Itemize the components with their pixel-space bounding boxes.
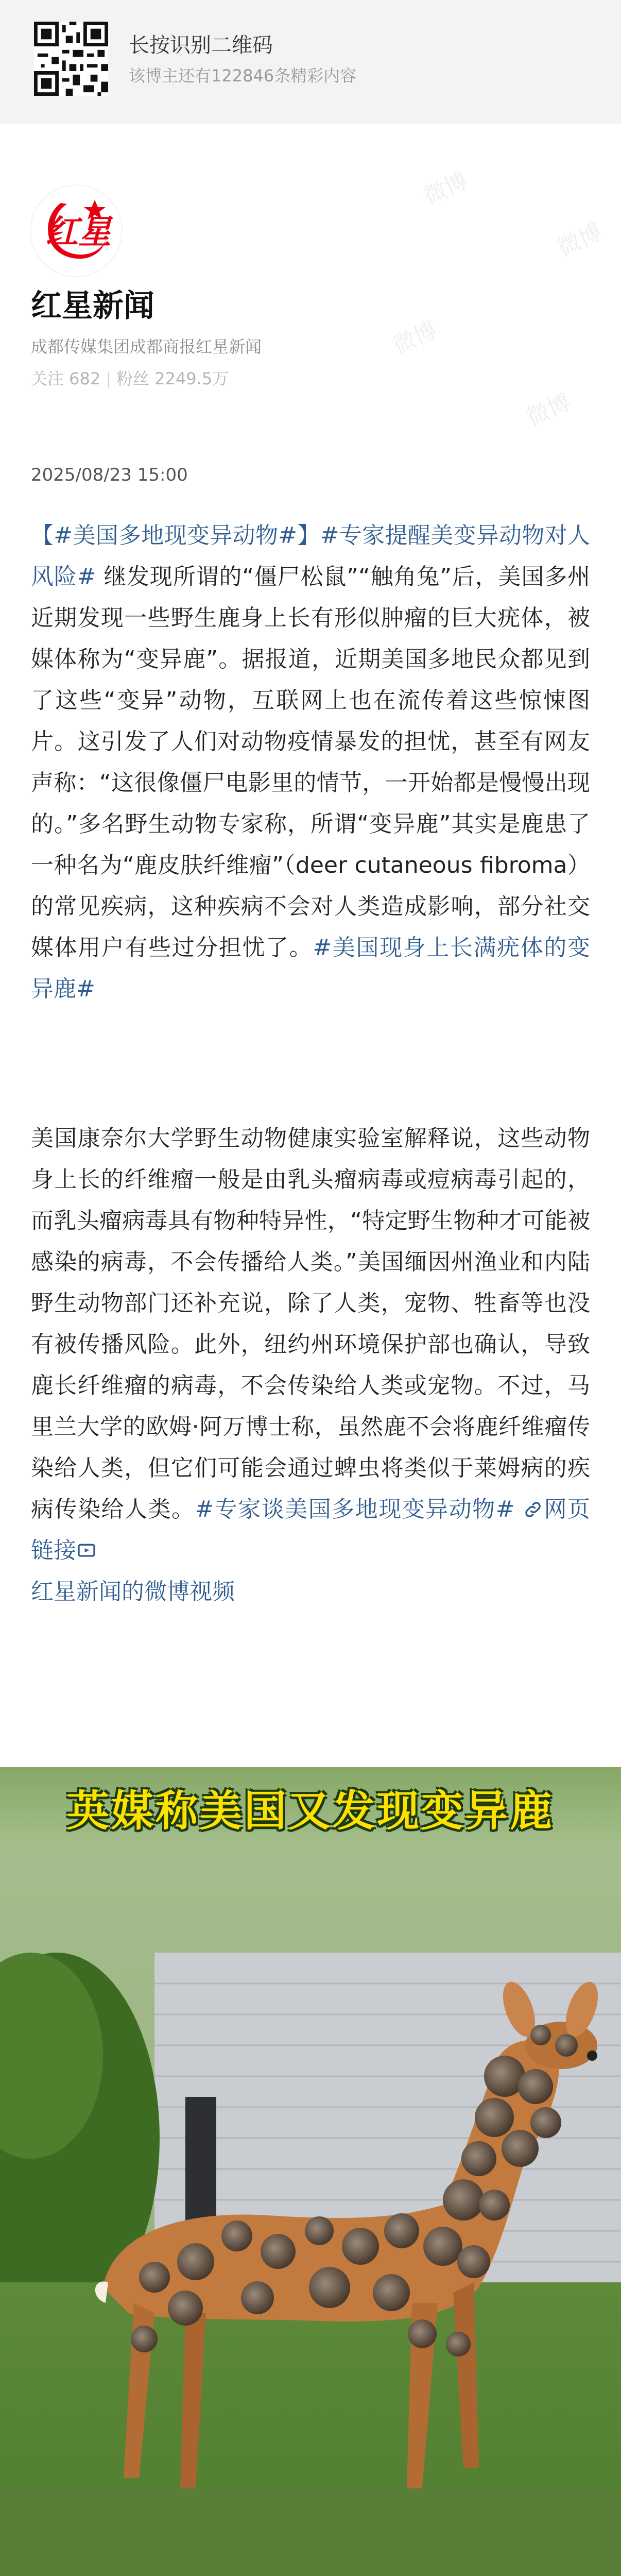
watermark: 微博 [523,388,575,432]
fans-count[interactable]: 粉丝 2249.5万 [116,369,229,388]
followers-count[interactable]: 关注 682 [31,369,101,388]
hashtag-link[interactable]: #美国现身上长满疣体的变异鹿# [31,935,590,1002]
account-description: 成都传媒集团成都商报红星新闻 [31,337,262,357]
watermark: 微博 [554,218,606,262]
hashtag-link[interactable]: 【#美国多地现变异动物#】 [31,522,320,549]
hashtag-link[interactable]: #专家提醒美变异动物对人风险# [31,522,591,590]
account-name[interactable]: 红星新闻 [31,288,154,324]
avatar[interactable] [31,185,122,276]
video-frame-deer [0,1767,621,2576]
banner-subtitle: 该博主还有122846条精彩内容 [129,66,357,86]
qr-banner [0,0,621,124]
banner-title: 长按识别二维码 [129,33,273,57]
video-player[interactable] [0,1767,621,2576]
post-timestamp: 2025/08/23 15:00 [31,465,188,485]
video-source-link[interactable]: 红星新闻的微博视频 [31,1579,235,1605]
watermark: 微博 [420,167,472,210]
video-caption: 英媒称美国又发现变异鹿 [66,1787,554,1836]
post-paragraph-2 [31,1118,590,1613]
post-text: 继发现所谓的“僵尸松鼠”“触角兔”后，美国多州近期发现一些野生鹿身上长有形似肿瘤的巨大疣体，被媒体称为“变异鹿”。据报道，近期美国多地民众都见到了这些“变异”动物，互联网上也在流传着这些惊悚图片。这引发了人们对动物疫情暴发的担忧，甚至有网友声称：“这很像僵尸电影里的情节，一开始都是慢慢出现的。”多名野生动物专家称，所谓“变异鹿”其实是鹿患了一种名为“鹿皮肤纤维瘤”（deer cutaneous fibroma）的常见疾病，这种疾病不会对人类造成影响，部分社交媒体用户有些过分担忧了。 [31,564,590,961]
video-link-icon [76,1540,97,1561]
watermark: 微博 [389,316,441,360]
hashtag-link[interactable]: #专家谈美国多地现变异动物# [195,1496,515,1522]
link-icon [523,1499,543,1520]
stats-divider: | [106,369,112,388]
account-stats [31,366,229,389]
qr-code-icon[interactable] [34,22,108,96]
logo-text: 红星 [45,213,111,251]
red-star-logo-icon [31,185,122,276]
post-text: 美国康奈尔大学野生动物健康实验室解释说，这些动物身上长的纤维瘤一般是由乳头瘤病毒或痘病毒引起的，而乳头瘤病毒具有物种特异性，“特定野生物种才可能被感染的病毒，不会传播给人类。”美国缅因州渔业和内陆野生动物部门还补充说，除了人类，宠物、牲畜等也没有被传播风险。此外，纽约州环境保护部也确认，导致鹿长纤维瘤的病毒，不会传染给人类或宠物。不过，马里兰大学的欧姆·阿万博士称，虽然鹿不会将鹿纤维瘤传染给人类，但它们可能会通过蜱虫将类似于莱姆病的疾病传染给人类。 [31,1125,590,1522]
post-paragraph-1 [31,515,590,1010]
web-link-label: 网页链接 [31,1496,591,1564]
video-caption-bar [0,1767,621,1844]
